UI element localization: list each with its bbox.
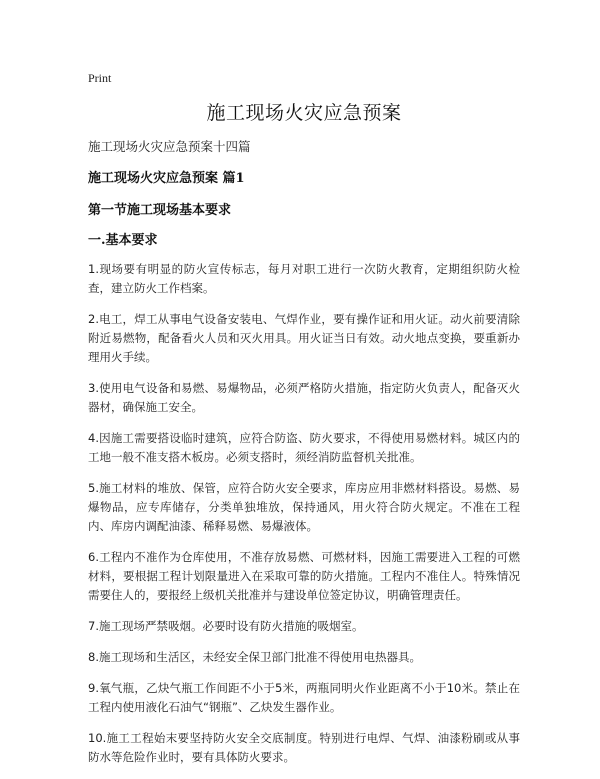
paragraph-1: 1.现场要有明显的防火宣传标志，每月对职工进行一次防火教育，定期组织防火检查，建立防火工作档案。 [88,262,520,295]
subsection-heading: 一.基本要求 [88,233,158,248]
paragraph-list [88,260,520,767]
document-page [88,70,520,779]
paragraph-9: 9.氧气瓶，乙炔气瓶工作间距不小于5米，两瓶同明火作业距离不小于10米。禁止在工程内使用液化石油气“钢瓶”、乙炔发生器作业。 [88,681,520,714]
article-heading: 施工现场火灾应急预案 篇1 [88,171,245,186]
paragraph-4: 4.因施工需要搭设临时建筑，应符合防盗、防火要求，不得使用易燃材料。城区内的工地一般不准支搭木板房。必须支搭时，须经消防监督机关批准。 [88,431,520,464]
paragraph-7: 7.施工现场严禁吸烟。必要时设有防火措施的吸烟室。 [88,619,364,633]
paragraph-5: 5.施工材料的堆放、保管，应符合防火安全要求，库房应用非燃材料搭设。易燃、易爆物品，应专库储存，分类单独堆放，保持通风，用火符合防火规定。不准在工程内、库房内调配油漆、稀释易燃、易爆液体。 [88,481,520,533]
paragraph-3: 3.使用电气设备和易燃、易爆物品，必须严格防火措施，指定防火负责人，配备灭火器材，确保施工安全。 [88,381,520,414]
section-heading: 第一节施工现场基本要求 [88,203,232,218]
document-subtitle: 施工现场火灾应急预案十四篇 [88,139,251,154]
paragraph-6: 6.工程内不准作为仓库使用，不准存放易燃、可燃材料，因施工需要进入工程的可燃材料，要根据工程计划限量进入在采取可靠的防火措施。工程内不准住人。特殊情况需要住人的，要报经上级机关批准并与建设单位签定协议，明确管理责任。 [88,550,520,602]
paragraph-2: 2.电工，焊工从事电气设备安装电、气焊作业，要有操作证和用火证。动火前要清除附近易燃物，配备看火人员和灭火用具。用火证当日有效。动火地点变换，要重新办理用火手续。 [88,312,520,364]
print-link[interactable]: Print [88,71,112,85]
paragraph-8: 8.施工现场和生活区，未经安全保卫部门批准不得使用电热器具。 [88,650,421,664]
document-title: 施工现场火灾应急预案 [206,102,402,124]
paragraph-10: 10.施工工程始末要坚持防火安全交底制度。特别进行电焊、气焊、油漆粉刷或从事防水等危险作业时，要有具体防火要求。 [88,731,520,764]
